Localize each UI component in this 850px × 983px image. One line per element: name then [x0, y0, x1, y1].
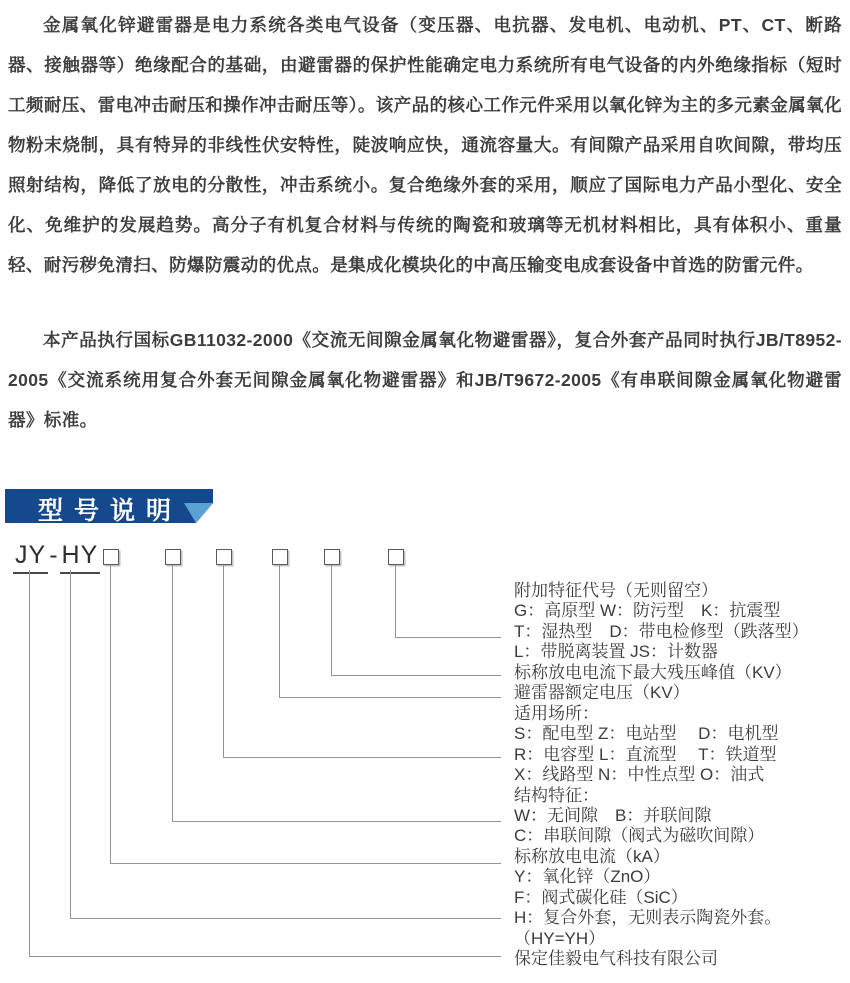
legend-line: 标称放电电流（kA） [514, 846, 670, 866]
legend-line: 附加特征代号（无则留空） [514, 581, 718, 600]
intro-paragraph-1: 金属氧化锌避雷器是电力系统各类电气设备（变压器、电抗器、发电机、电动机、PT、CT、断路器、接触器等）绝缘配合的基础，由避雷器的保护性能确定电力系统所有电气设备的内外绝缘指标（短时工频耐压、雷电冲击耐压和操作冲击耐压等）。该产品的核心工作元件采用以氧化锌为主的多元素金属氧化物粉末烧制，具有特异的非线性伏安特性，陡波响应快，通流容量大。有间隙产品采用自吹间隙，带均压照射结构，降低了放电的分散性，冲击系统小。复合绝缘外套的采用，顺应了国际电力产品小型化、安全化、免维护的发展趋势。高分子有机复合材料与传统的陶瓷和玻璃等无机材料相比，具有体积小、重量轻、耐污秽免清扫、防爆防震动的优点。是集成化模块化的中高压输变电成套设备中首选的防雷元件。 [8, 15, 842, 275]
legend-line: G：高原型 W：防污型 K：抗震型 [514, 601, 781, 621]
model-position-box-1 [103, 549, 119, 565]
legend-line: H：复合外套，无则表示陶瓷外套。 [514, 908, 782, 928]
model-position-box-5 [324, 549, 340, 565]
legend-line: S：配电型 Z：电站型 D：电机型 [514, 724, 779, 744]
code-legend [514, 581, 844, 970]
legend-line: （HY=YH） [514, 928, 606, 948]
legend-line: X：线路型 N：中性点型 O：油式 [514, 765, 765, 785]
model-position-box-6 [388, 549, 404, 565]
intro-paragraph-2: 本产品执行国标GB11032-2000《交流无间隙金属氧化物避雷器》，复合外套产品同时执行JB/T8952-2005《交流系统用复合外套无间隙金属氧化物避雷器》和JB/T9672-2005《有串联间隙金属氧化物避雷器》标准。 [8, 330, 842, 430]
section-title: 型号说明 [38, 497, 183, 525]
connector-line-extra-feature [395, 565, 501, 638]
model-position-box-2 [165, 549, 181, 565]
legend-line: 适用场所： [514, 703, 599, 723]
legend-line: R：电容型 L：直流型 T：铁道型 [514, 744, 777, 764]
legend-line: Y：氧化锌（ZnO） [514, 867, 661, 887]
model-position-box-4 [272, 549, 288, 565]
legend-line: F：阀式碳化硅（SiC） [514, 887, 688, 907]
legend-line: 避雷器额定电压（KV） [514, 683, 690, 703]
legend-line: T：湿热型 D：带电检修型（跌落型） [514, 621, 809, 641]
model-position-box-3 [216, 549, 232, 565]
legend-line: C：串联间隙（阀式为磁吹间隙） [514, 826, 765, 846]
legend-line: L：带脱离装置 JS：计数器 [514, 642, 719, 662]
model-code-prefix: JY [13, 541, 48, 574]
legend-line: W：无间隙 B：并联间隙 [514, 805, 712, 825]
model-code-suffix: HY [60, 541, 101, 574]
model-code-separator: - [49, 541, 59, 569]
legend-line: 标称放电电流下最大残压峰值（KV） [514, 662, 792, 682]
legend-line: 结构特征： [514, 785, 599, 805]
legend-line-company: 保定佳毅电气科技有限公司 [514, 949, 718, 969]
